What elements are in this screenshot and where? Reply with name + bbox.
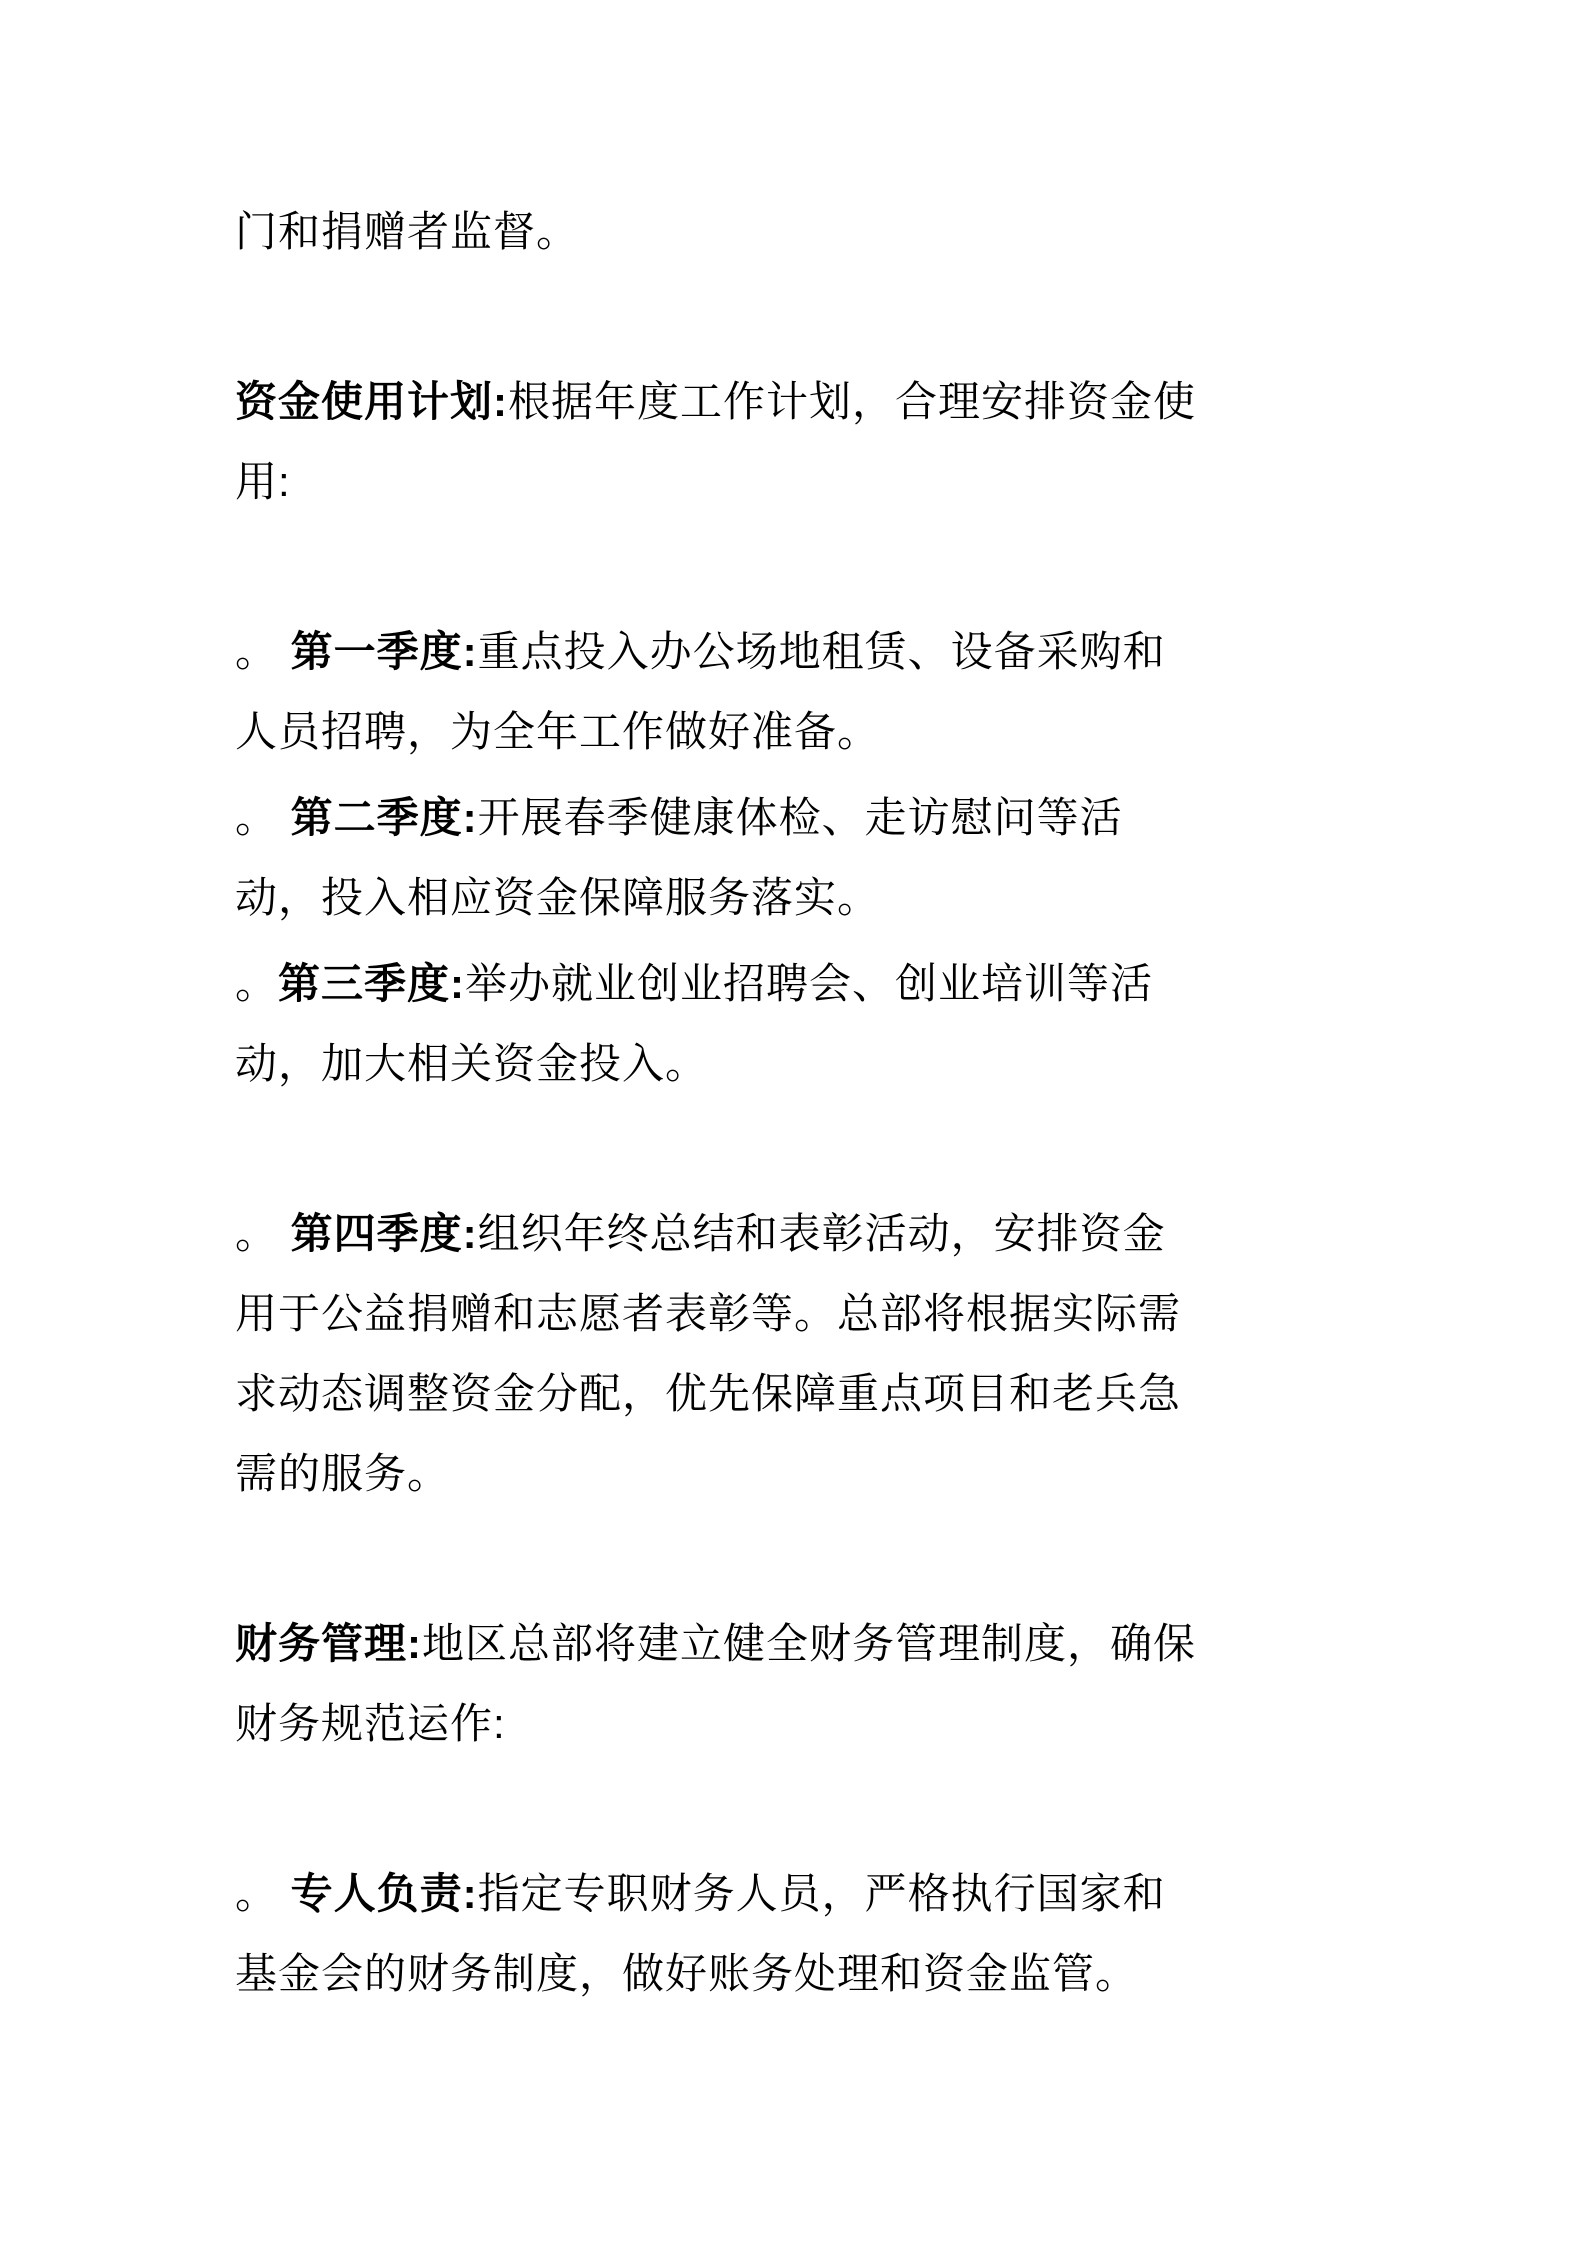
paragraph — [235, 192, 1205, 272]
paragraph-lead: 专人负责: — [290, 1870, 478, 1917]
paragraph-lead: 资金使用计划: — [235, 378, 508, 425]
paragraph — [235, 1194, 1205, 1514]
bullet-marker: 。 — [235, 1210, 291, 1257]
paragraph-text: 指定专职财务人员，严格执行国家和基金会的财务制度，做好账务处理和资金监管。 — [235, 1870, 1166, 1997]
paragraph-text: 举办就业创业招聘会、创业培训等活动，加大相关资金投入。 — [235, 960, 1154, 1087]
paragraph-lead: 第一季度: — [290, 628, 478, 675]
paragraph-text: 组织年终总结和表彰活动，安排资金用于公益捐赠和志愿者表彰等。总部将根据实际需求动态调整资金分配，优先保障重点项目和老兵急需的服务。 — [235, 1210, 1182, 1497]
paragraph-lead: 财务管理: — [235, 1620, 422, 1667]
paragraph-text: 根据年度工作计划，合理安排资金使用: — [235, 378, 1197, 505]
paragraph-text: 地区总部将建立健全财务管理制度，确保财务规范运作: — [235, 1620, 1197, 1747]
bullet-marker: 。 — [235, 628, 291, 675]
paragraph-lead: 第二季度: — [290, 794, 478, 841]
paragraph — [235, 612, 1205, 772]
paragraph-text: 开展春季健康体检、走访慰问等活动，投入相应资金保障服务落实。 — [235, 794, 1123, 921]
bullet-marker: 。 — [235, 794, 291, 841]
paragraph — [235, 362, 1205, 522]
paragraph-text: 重点投入办公场地租赁、设备采购和人员招聘，为全年工作做好准备。 — [235, 628, 1166, 755]
bullet-marker: 。 — [235, 960, 279, 1007]
paragraph — [235, 944, 1205, 1104]
paragraph — [235, 1604, 1205, 1764]
paragraph — [235, 778, 1205, 938]
paragraph-lead: 第四季度: — [290, 1210, 478, 1257]
paragraph-lead: 第三季度: — [278, 960, 466, 1007]
document-text-block — [235, 0, 1205, 2104]
paragraph-text: 门和捐赠者监督。 — [235, 208, 580, 255]
bullet-marker: 。 — [235, 1870, 291, 1917]
paragraph — [235, 1854, 1205, 2014]
